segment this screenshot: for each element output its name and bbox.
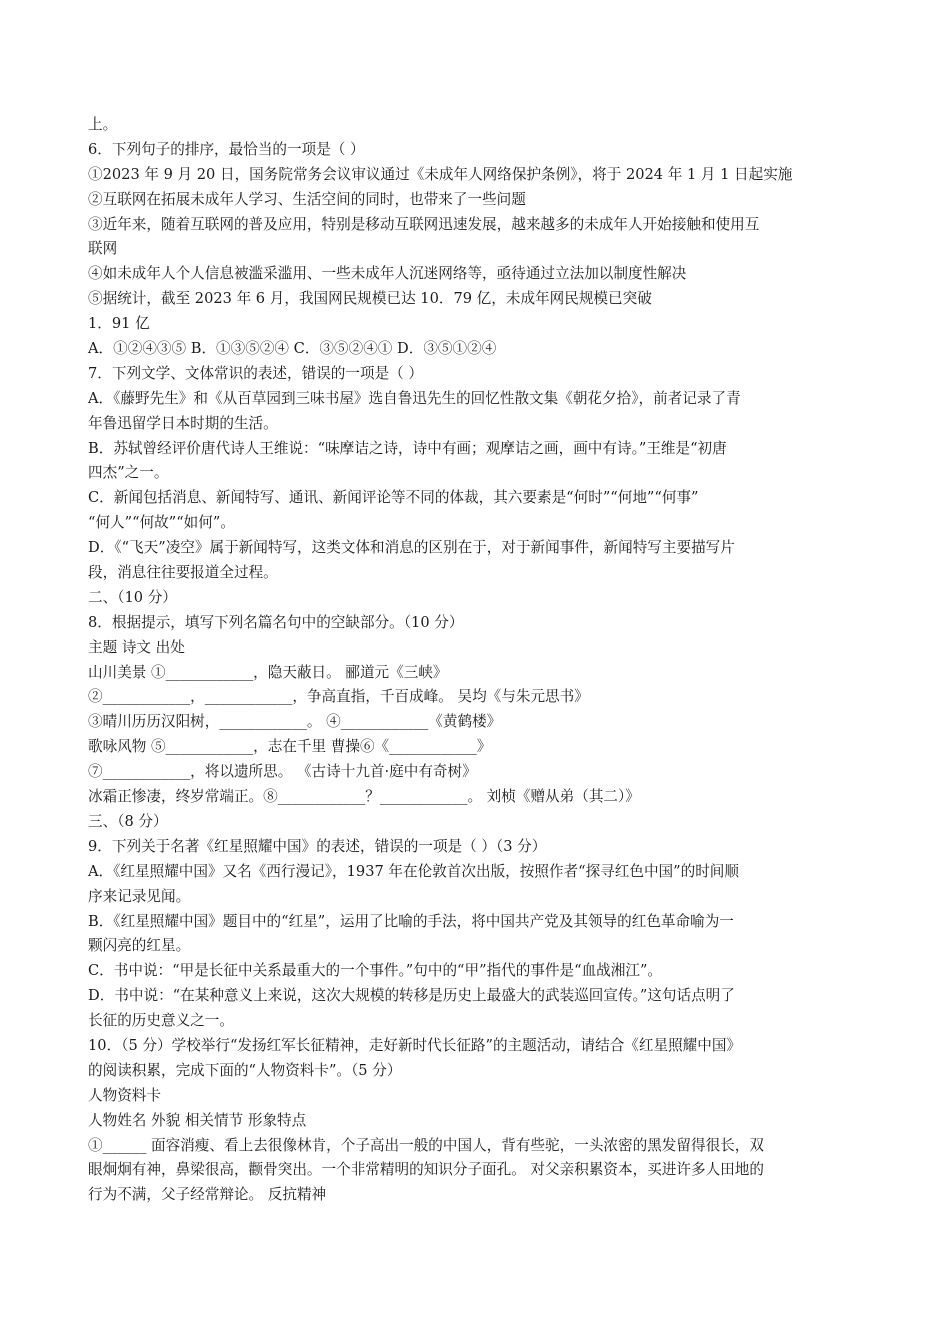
option-a: A．《红星照耀中国》又名《西行漫记》，1937 年在伦敦首次出版，按照作者“探寻红色中国”的时间顺 xyxy=(88,862,739,880)
option-c-cont: “何人”“何故”“如何”。 xyxy=(88,514,235,532)
sentence-3-cont: 联网 xyxy=(88,240,118,258)
sentence-5-cont: 1．91 亿 xyxy=(88,315,150,333)
text-line: 上。 xyxy=(88,116,118,133)
option-d-cont: 段，消息往往要报道全过程。 xyxy=(88,564,278,582)
option-a: A．《藤野先生》和《从百草园到三味书屋》选自鲁迅先生的回忆性散文集《朝花夕拾》，前者记录了青 xyxy=(88,389,741,407)
sentence-3: ③近年来，随着互联网的普及应用，特别是移动互联网迅速发展，越来越多的未成年人开始接触和使用互 xyxy=(88,215,760,233)
card-title: 人物资料卡 xyxy=(88,1086,161,1104)
option-b: B．苏轼曾经评价唐代诗人王维说：“味摩诘之诗，诗中有画；观摩诘之画，画中有诗。”王维是“初唐 xyxy=(88,439,727,457)
table-row: ③晴川历历汉阳树，____________。 ④____________《黄鹤楼》 xyxy=(88,713,502,731)
sentence-2: ②互联网在拓展未成年人学习、生活空间的同时，也带来了一些问题 xyxy=(88,190,526,208)
option-d: D．书中说：“在某种意义上来说，这次大规模的转移是历史上最盛大的武装巡回宣传。”这句话点明了 xyxy=(88,987,735,1005)
option-a-cont: 年鲁迅留学日本时期的生活。 xyxy=(88,414,278,432)
document-page xyxy=(88,113,863,1208)
option-b: B．《红星照耀中国》题目中的“红星”，运用了比喻的手法，将中国共产党及其领导的红色革命喻为一 xyxy=(88,912,734,930)
question-6-stem: 6．下列句子的排序，最恰当的一项是（ ） xyxy=(88,140,365,158)
question-7-stem: 7．下列文学、文体常识的表述，错误的一项是（ ） xyxy=(88,364,423,382)
question-10-stem: 10．（5 分）学校举行“发扬红军长征精神，走好新时代长征路”的主题活动，请结合《红星照耀中国》 xyxy=(88,1036,742,1054)
question-8-stem: 8．根据提示，填写下列名篇名句中的空缺部分。（10 分） xyxy=(88,613,464,631)
question-10-stem-cont: 的阅读积累，完成下面的“人物资料卡”。（5 分） xyxy=(88,1061,402,1079)
card-header: 人物姓名 外貌 相关情节 形象特点 xyxy=(88,1111,307,1129)
option-d: D．《“飞天”凌空》属于新闻特写，这类文体和消息的区别在于，对于新闻事件，新闻特写主要描写片 xyxy=(88,539,735,557)
card-row-cont: 眼炯炯有神，鼻梁很高，颧骨突出。一个非常精明的知识分子面孔。 对父亲积累资本，买进许多人田地的 xyxy=(88,1161,764,1179)
sentence-4: ④如未成年人个人信息被滥采滥用、一些未成年人沉迷网络等，亟待通过立法加以制度性解决 xyxy=(88,265,687,283)
question-9-stem: 9．下列关于名著《红星照耀中国》的表述，错误的一项是（ ）（3 分） xyxy=(88,837,547,855)
card-row: ①______ 面容消瘦、看上去很像林肯，个子高出一般的中国人，背有些驼，一头浓密的黑发留得很长，双 xyxy=(88,1136,764,1154)
option-c: C．书中说：“甲是长征中关系最重大的一个事件。”句中的“甲”指代的事件是“血战湘江”。 xyxy=(88,962,663,980)
option-a-cont: 序来记录见闻。 xyxy=(88,887,191,905)
option-c: C．新闻包括消息、新闻特写、通讯、新闻评论等不同的体裁，其六要素是“何时”“何地”“何事” xyxy=(88,489,699,507)
table-row: ⑦____________，将以遗所思。 《古诗十九首·庭中有奇树》 xyxy=(88,763,477,781)
table-header: 主题 诗文 出处 xyxy=(88,638,185,656)
table-row: 冰霜正惨凄，终岁常端正。⑧____________？____________。 刘桢《赠从弟（其二）》 xyxy=(88,788,640,806)
section-3-heading: 三、（8 分） xyxy=(88,812,168,830)
table-row: 歌咏风物 ⑤____________，志在千里 曹操⑥《____________》 xyxy=(88,738,492,756)
option-b-cont: 四杰”之一。 xyxy=(88,464,169,482)
table-row: ②____________，____________，争高直指，千百成峰。 吴均《与朱元思书》 xyxy=(88,688,589,706)
question-6-options: A．①②④③⑤ B．①③⑤②④ C．③⑤②④① D．③⑤①②④ xyxy=(88,340,497,358)
sentence-1: ①2023 年 9 月 20 日，国务院常务会议审议通过《未成年人网络保护条例》，将于 2024 年 1 月 1 日起实施 xyxy=(88,165,793,183)
option-d-cont: 长征的历史意义之一。 xyxy=(88,1012,234,1030)
card-row-cont: 行为不满，父子经常辩论。 反抗精神 xyxy=(88,1186,327,1204)
sentence-5: ⑤据统计，截至 2023 年 6 月，我国网民规模已达 10．79 亿，未成年网民规模已突破 xyxy=(88,290,652,308)
section-2-heading: 二、（10 分） xyxy=(88,588,177,606)
option-b-cont: 颗闪亮的红星。 xyxy=(88,937,191,955)
table-row: 山川美景 ①____________，隐天蔽日。 郦道元《三峡》 xyxy=(88,663,448,681)
